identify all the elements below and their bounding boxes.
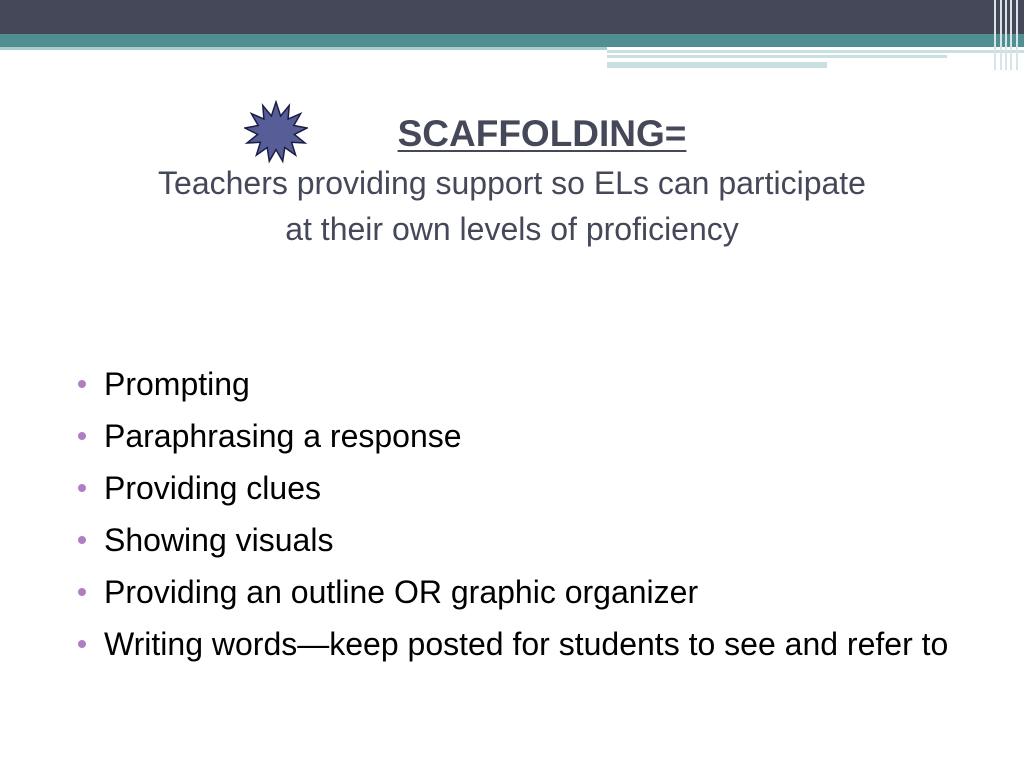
slide-subtitle-line-1: Teachers providing support so ELs can participate	[158, 165, 866, 201]
bullet-icon	[78, 484, 86, 492]
bullet-icon	[78, 380, 86, 388]
header-bar	[0, 0, 1024, 34]
bullet-text: Providing clues	[104, 470, 321, 506]
decorative-line	[607, 62, 827, 68]
bullet-text: Showing visuals	[104, 522, 334, 558]
bullet-list	[78, 358, 978, 670]
slide-title: SCAFFOLDING=	[397, 113, 687, 154]
bullet-text: Paraphrasing a response	[104, 418, 462, 454]
bullet-text: Prompting	[104, 366, 250, 402]
bullet-icon	[78, 640, 86, 648]
bullet-item	[78, 618, 978, 670]
bullet-item	[78, 462, 978, 514]
bullet-text: Providing an outline OR graphic organizer	[104, 574, 699, 610]
header-accent-band	[0, 34, 1024, 47]
bullet-item	[78, 358, 978, 410]
decorative-line	[607, 50, 1024, 53]
slide-title-block	[40, 108, 984, 252]
bullet-item	[78, 566, 978, 618]
bullet-text: Writing words—keep posted for students to see and refer to	[104, 626, 949, 662]
bullet-item	[78, 410, 978, 462]
bullet-icon	[78, 588, 86, 596]
decorative-line	[607, 55, 947, 58]
bullet-icon	[78, 432, 86, 440]
edge-stripes	[990, 0, 1024, 70]
slide-subtitle-line-2: at their own levels of proficiency	[285, 211, 739, 247]
bullet-item	[78, 514, 978, 566]
header-accent-line	[0, 47, 607, 50]
bullet-icon	[78, 536, 86, 544]
